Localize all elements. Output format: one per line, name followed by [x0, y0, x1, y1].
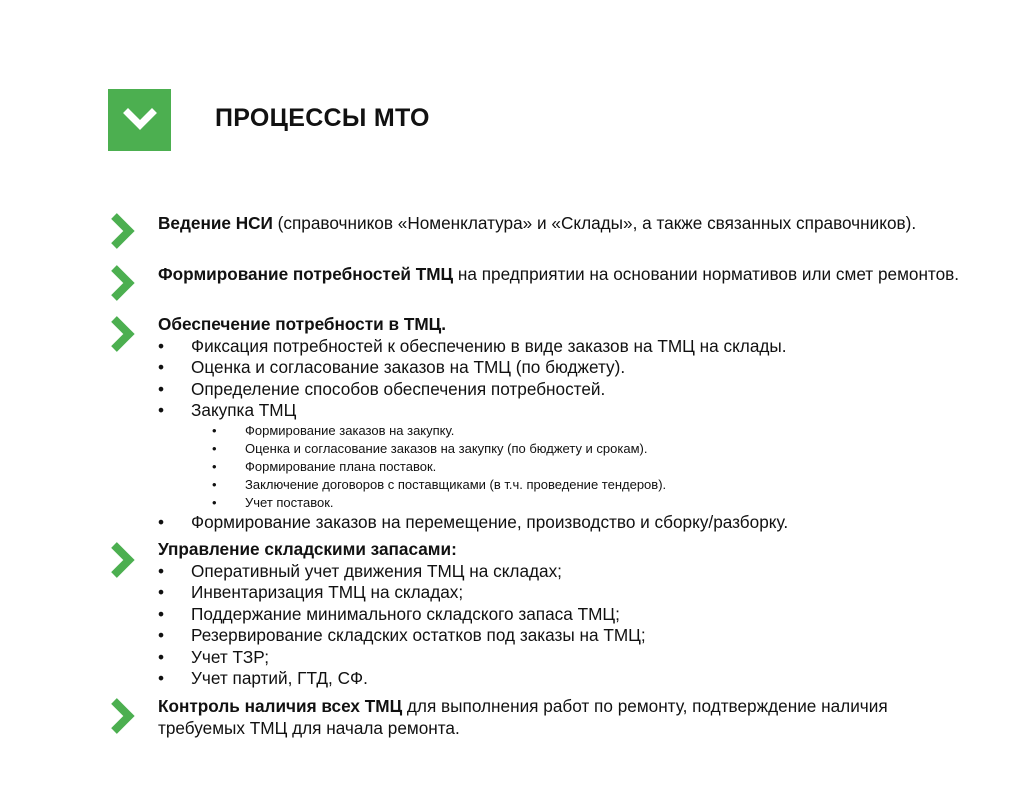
chevron-right-icon	[109, 315, 139, 353]
list-item: • Учет партий, ГТД, СФ.	[158, 668, 368, 688]
section-heading: Ведение НСИ	[158, 213, 273, 233]
sub-list-item: • Оценка и согласование заказов на закупку (по бюджету и срокам).	[212, 440, 648, 456]
section-heading: Формирование потребностей ТМЦ	[158, 264, 454, 284]
list-item: • Закупка ТМЦ • Формирование заказов на закупку. • Оценка и согласование заказов на закупку (по бюджету и срокам). • Формирование плана поставок. • Заключение договоров с поставщиками (в т.ч. проведение тендеров). • Учет поставок.	[158, 400, 978, 512]
chevron-down-icon	[120, 105, 160, 135]
chevron-right-icon	[109, 697, 139, 735]
bullet-list	[158, 336, 978, 534]
list-item: • Учет ТЗР;	[158, 646, 270, 667]
section-text: для выполнения работ по ремонту, подтверждение наличия требуемых ТМЦ для начала ремонта.	[158, 696, 888, 738]
section-heading: Обеспечение потребности в ТМЦ.	[158, 314, 446, 334]
bullet-list	[158, 561, 978, 690]
page-title: ПРОЦЕССЫ МТО	[215, 104, 430, 132]
list-item: • Определение способов обеспечения потребностей.	[158, 378, 606, 399]
section-heading: Управление складскими запасами:	[158, 539, 457, 559]
section-control	[158, 696, 978, 739]
section-warehouse	[158, 539, 978, 690]
sub-list-item: • Учет поставок.	[212, 494, 334, 510]
bullet: •	[158, 357, 165, 377]
bullet: •	[158, 400, 165, 420]
sub-bullet-list	[158, 422, 978, 512]
chevron-right-icon	[109, 264, 139, 302]
list-item: • Оценка и согласование заказов на ТМЦ (по бюджету).	[158, 357, 626, 377]
bullet: •	[158, 378, 165, 399]
section-nsi	[158, 213, 978, 235]
chevron-right-icon	[109, 212, 139, 250]
sub-list-item: • Формирование заказов на закупку.	[212, 422, 455, 438]
list-item: • Резервирование складских остатков под заказы на ТМЦ;	[158, 625, 646, 645]
list-item: • Формирование заказов на перемещение, производство и сборку/разборку.	[158, 511, 789, 532]
section-text: на предприятии на основании нормативов или смет ремонтов.	[453, 264, 960, 284]
list-item: • Фиксация потребностей к обеспечению в виде заказов на ТМЦ на склады.	[158, 335, 787, 356]
bullet: •	[158, 511, 165, 532]
section-heading: Контроль наличия всех ТМЦ	[158, 696, 403, 716]
sub-list-item: • Заключение договоров с поставщиками (в т.ч. проведение тендеров).	[212, 476, 667, 492]
logo-badge	[108, 89, 171, 151]
section-text: (справочников «Номенклатура» и «Склады», а также связанных справочников).	[272, 213, 917, 233]
section-needs	[158, 264, 978, 286]
list-item: • Оперативный учет движения ТМЦ на складах;	[158, 560, 562, 581]
section-supply	[158, 314, 978, 533]
list-item: • Инвентаризация ТМЦ на складах;	[158, 582, 464, 602]
bullet: •	[158, 335, 165, 356]
sub-list-item: • Формирование плана поставок.	[212, 458, 437, 474]
chevron-right-icon	[109, 541, 139, 579]
list-item: • Поддержание минимального складского запаса ТМЦ;	[158, 603, 620, 624]
